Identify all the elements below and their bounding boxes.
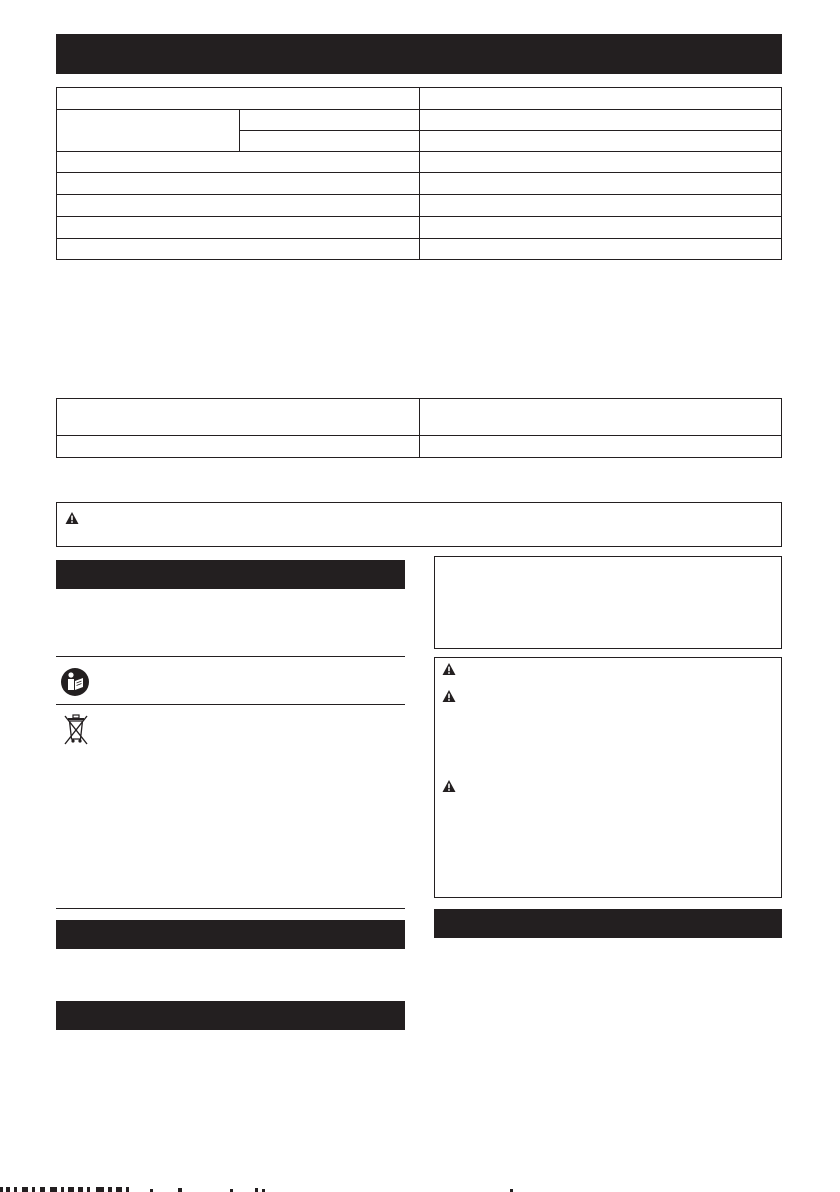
cropped-text-strip xyxy=(0,1186,840,1192)
crossed-bin-icon xyxy=(62,712,90,746)
title-bar xyxy=(56,34,782,74)
divider xyxy=(56,656,405,657)
warnings-box xyxy=(434,657,782,898)
symbols-section-header xyxy=(56,560,405,589)
vibration-section-header xyxy=(434,909,782,938)
divider xyxy=(56,704,405,705)
read-manual-icon xyxy=(60,667,90,697)
warning-triangle-icon xyxy=(442,779,456,793)
divider xyxy=(56,908,405,909)
specifications-table xyxy=(56,87,782,260)
intended-use-section-header xyxy=(56,920,405,949)
warning-triangle-icon xyxy=(442,689,456,703)
noise-section-header xyxy=(56,1001,405,1030)
notice-box xyxy=(434,556,782,649)
battery-table xyxy=(56,398,782,458)
warning-note-box xyxy=(56,502,782,547)
warning-triangle-icon xyxy=(65,511,79,525)
warning-triangle-icon xyxy=(442,662,456,676)
